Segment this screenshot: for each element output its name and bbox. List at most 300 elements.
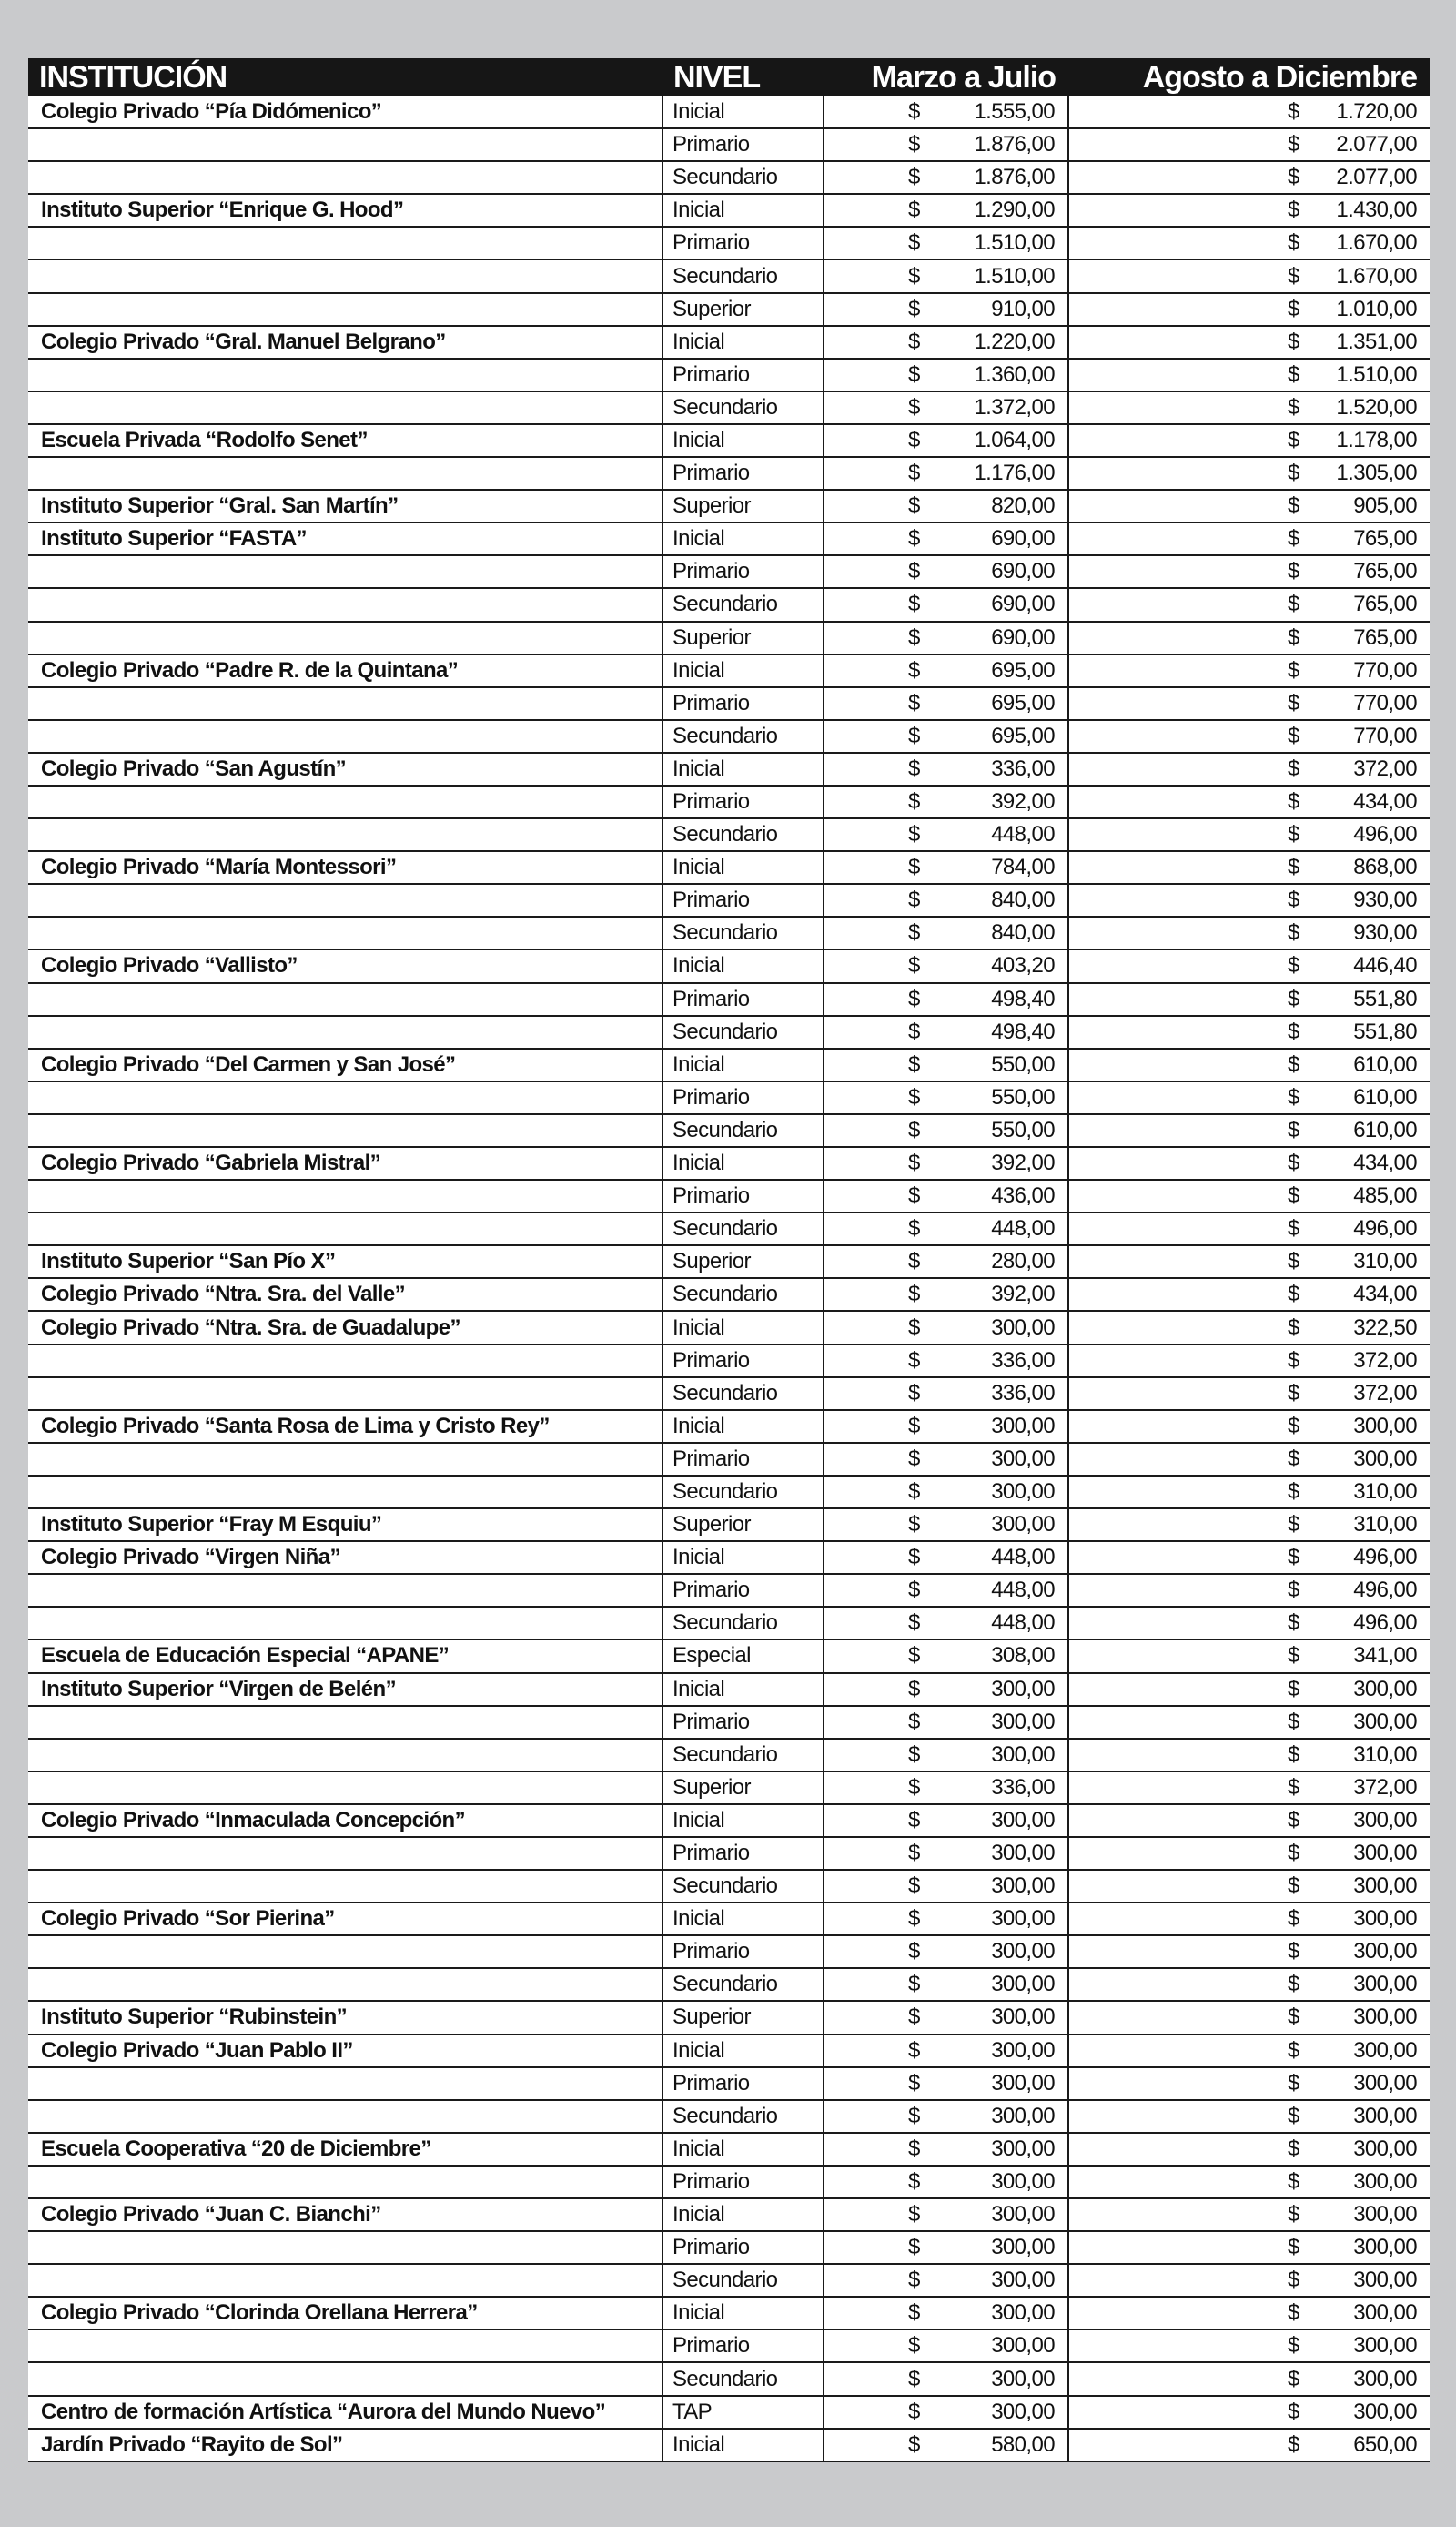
currency-symbol: $: [908, 165, 920, 190]
institution-name: [28, 2166, 662, 2198]
table-row: [28, 1968, 1430, 2001]
amount-marzo-julio: 392,00: [991, 1282, 1055, 1307]
fee-agosto-diciembre: [1068, 293, 1430, 326]
table-row: [28, 1311, 1430, 1344]
currency-symbol: $: [908, 657, 920, 683]
fee-agosto-diciembre: [1068, 1673, 1430, 1706]
currency-symbol: $: [908, 789, 920, 815]
currency-symbol: $: [908, 723, 920, 748]
fee-agosto-diciembre: [1068, 655, 1430, 687]
fee-marzo-julio: [824, 2231, 1068, 2264]
institution-name: Colegio Privado “Ntra. Sra. del Valle”: [28, 1278, 662, 1311]
amount-marzo-julio: 1.176,00: [974, 461, 1055, 486]
fee-agosto-diciembre: [1068, 1410, 1430, 1443]
table-row: [28, 884, 1430, 917]
amount-marzo-julio: 448,00: [991, 822, 1055, 847]
currency-symbol: $: [908, 230, 920, 256]
amount-marzo-julio: 336,00: [991, 1774, 1055, 1800]
currency-symbol: $: [908, 1314, 920, 1340]
fee-agosto-diciembre: [1068, 588, 1430, 621]
fee-agosto-diciembre: [1068, 2198, 1430, 2231]
amount-agosto-diciembre: 2.077,00: [1336, 165, 1417, 190]
currency-symbol: $: [908, 2431, 920, 2457]
currency-symbol: $: [908, 2168, 920, 2194]
currency-symbol: $: [1288, 2202, 1299, 2228]
currency-symbol: $: [1288, 1774, 1299, 1800]
currency-symbol: $: [908, 2004, 920, 2030]
fee-agosto-diciembre: [1068, 1311, 1430, 1344]
currency-symbol: $: [1288, 361, 1299, 387]
amount-agosto-diciembre: 300,00: [1353, 2070, 1417, 2096]
table-row: [28, 424, 1430, 457]
amount-marzo-julio: 300,00: [991, 1873, 1055, 1899]
amount-marzo-julio: 300,00: [991, 1741, 1055, 1767]
tuition-table: [28, 58, 1430, 2462]
institution-name: [28, 1935, 662, 1968]
table-row: [28, 1049, 1430, 1081]
amount-agosto-diciembre: 496,00: [1353, 822, 1417, 847]
amount-agosto-diciembre: 930,00: [1353, 920, 1417, 946]
amount-agosto-diciembre: 300,00: [1353, 1873, 1417, 1899]
institution-name: [28, 917, 662, 949]
level-name: Primario: [662, 2329, 824, 2362]
currency-symbol: $: [908, 920, 920, 946]
amount-agosto-diciembre: 300,00: [1353, 1413, 1417, 1438]
amount-agosto-diciembre: 300,00: [1353, 2004, 1417, 2030]
amount-agosto-diciembre: 496,00: [1353, 1610, 1417, 1636]
currency-symbol: $: [908, 1117, 920, 1142]
currency-symbol: $: [1288, 2103, 1299, 2128]
level-name: Secundario: [662, 2362, 824, 2395]
currency-symbol: $: [908, 2202, 920, 2228]
amount-agosto-diciembre: 765,00: [1353, 559, 1417, 584]
amount-agosto-diciembre: 551,80: [1353, 1019, 1417, 1044]
table-row: [28, 555, 1430, 588]
currency-symbol: $: [1288, 2366, 1299, 2391]
table-row: [28, 1377, 1430, 1410]
fee-agosto-diciembre: [1068, 1837, 1430, 1870]
amount-agosto-diciembre: 770,00: [1353, 657, 1417, 683]
fee-agosto-diciembre: [1068, 786, 1430, 818]
currency-symbol: $: [908, 2070, 920, 2096]
table-row: [28, 391, 1430, 424]
currency-symbol: $: [908, 1873, 920, 1899]
currency-symbol: $: [1288, 1347, 1299, 1373]
amount-agosto-diciembre: 341,00: [1353, 1643, 1417, 1669]
level-name: Secundario: [662, 818, 824, 851]
table-row: [28, 2067, 1430, 2100]
currency-symbol: $: [1288, 198, 1299, 223]
fee-agosto-diciembre: [1068, 983, 1430, 1016]
table-row: [28, 949, 1430, 982]
table-row: [28, 983, 1430, 1016]
institution-name: [28, 1081, 662, 1114]
header-nivel: NIVEL: [662, 58, 824, 96]
fee-agosto-diciembre: [1068, 2231, 1430, 2264]
institution-name: [28, 1771, 662, 1804]
amount-agosto-diciembre: 300,00: [1353, 2366, 1417, 2391]
amount-marzo-julio: 436,00: [991, 1183, 1055, 1209]
table-row: [28, 259, 1430, 292]
table-row: [28, 2166, 1430, 2198]
level-name: Secundario: [662, 917, 824, 949]
table-row: [28, 457, 1430, 490]
amount-marzo-julio: 840,00: [991, 888, 1055, 913]
amount-marzo-julio: 280,00: [991, 1249, 1055, 1274]
currency-symbol: $: [1288, 2037, 1299, 2063]
currency-symbol: $: [908, 1446, 920, 1471]
institution-name: [28, 622, 662, 655]
amount-marzo-julio: 448,00: [991, 1545, 1055, 1570]
amount-marzo-julio: 300,00: [991, 1478, 1055, 1504]
currency-symbol: $: [1288, 1741, 1299, 1767]
level-name: Primario: [662, 884, 824, 917]
level-name: TAP: [662, 2396, 824, 2429]
amount-agosto-diciembre: 310,00: [1353, 1512, 1417, 1538]
level-name: Superior: [662, 2001, 824, 2034]
currency-symbol: $: [1288, 2399, 1299, 2424]
currency-symbol: $: [908, 2333, 920, 2359]
amount-agosto-diciembre: 300,00: [1353, 2202, 1417, 2228]
level-name: Secundario: [662, 259, 824, 292]
level-name: Primario: [662, 786, 824, 818]
fee-marzo-julio: [824, 424, 1068, 457]
institution-name: [28, 818, 662, 851]
amount-marzo-julio: 910,00: [991, 296, 1055, 321]
currency-symbol: $: [1288, 756, 1299, 781]
fee-agosto-diciembre: [1068, 1935, 1430, 1968]
institution-name: Colegio Privado “Vallisto”: [28, 949, 662, 982]
level-name: Secundario: [662, 2100, 824, 2133]
amount-agosto-diciembre: 310,00: [1353, 1478, 1417, 1504]
fee-agosto-diciembre: [1068, 1508, 1430, 1541]
fee-marzo-julio: [824, 1081, 1068, 1114]
institution-name: Colegio Privado “Pía Didómenico”: [28, 96, 662, 128]
currency-symbol: $: [1288, 2004, 1299, 2030]
currency-symbol: $: [1288, 132, 1299, 157]
currency-symbol: $: [1288, 1051, 1299, 1077]
amount-marzo-julio: 784,00: [991, 855, 1055, 880]
currency-symbol: $: [1288, 1183, 1299, 1209]
amount-agosto-diciembre: 372,00: [1353, 1774, 1417, 1800]
level-name: Primario: [662, 2166, 824, 2198]
institution-name: Jardín Privado “Rayito de Sol”: [28, 2429, 662, 2461]
currency-symbol: $: [1288, 1610, 1299, 1636]
fee-marzo-julio: [824, 1345, 1068, 1377]
currency-symbol: $: [1288, 461, 1299, 486]
currency-symbol: $: [908, 1676, 920, 1701]
table-row: [28, 194, 1430, 227]
currency-symbol: $: [908, 2300, 920, 2326]
fee-marzo-julio: [824, 2067, 1068, 2100]
amount-agosto-diciembre: 905,00: [1353, 493, 1417, 519]
currency-symbol: $: [908, 2103, 920, 2128]
amount-marzo-julio: 300,00: [991, 1841, 1055, 1866]
currency-symbol: $: [1288, 2168, 1299, 2194]
institution-name: [28, 2362, 662, 2395]
level-name: Primario: [662, 1081, 824, 1114]
fee-marzo-julio: [824, 1804, 1068, 1837]
amount-agosto-diciembre: 551,80: [1353, 986, 1417, 1011]
institution-name: Colegio Privado “María Montessori”: [28, 851, 662, 884]
fee-marzo-julio: [824, 259, 1068, 292]
table-row: [28, 1639, 1430, 1672]
institution-name: [28, 2067, 662, 2100]
amount-marzo-julio: 300,00: [991, 2235, 1055, 2260]
amount-marzo-julio: 695,00: [991, 657, 1055, 683]
amount-agosto-diciembre: 372,00: [1353, 756, 1417, 781]
table-row: [28, 1410, 1430, 1443]
institution-name: [28, 1016, 662, 1049]
currency-symbol: $: [1288, 592, 1299, 617]
institution-name: [28, 2231, 662, 2264]
fee-marzo-julio: [824, 2297, 1068, 2329]
amount-agosto-diciembre: 2.077,00: [1336, 132, 1417, 157]
fee-marzo-julio: [824, 523, 1068, 555]
table-row: [28, 2297, 1430, 2329]
table-row: [28, 818, 1430, 851]
amount-agosto-diciembre: 496,00: [1353, 1545, 1417, 1570]
institution-name: [28, 359, 662, 391]
table-row: [28, 128, 1430, 161]
amount-agosto-diciembre: 434,00: [1353, 789, 1417, 815]
level-name: Inicial: [662, 2429, 824, 2461]
institution-name: [28, 588, 662, 621]
table-row: [28, 2362, 1430, 2395]
amount-marzo-julio: 300,00: [991, 1446, 1055, 1471]
amount-agosto-diciembre: 496,00: [1353, 1578, 1417, 1603]
level-name: Inicial: [662, 1541, 824, 1574]
institution-name: [28, 1476, 662, 1508]
amount-marzo-julio: 300,00: [991, 1676, 1055, 1701]
currency-symbol: $: [1288, 2136, 1299, 2161]
fee-agosto-diciembre: [1068, 161, 1430, 194]
fee-agosto-diciembre: [1068, 2001, 1430, 2034]
amount-agosto-diciembre: 310,00: [1353, 1741, 1417, 1767]
fee-marzo-julio: [824, 1377, 1068, 1410]
fee-agosto-diciembre: [1068, 622, 1430, 655]
fee-agosto-diciembre: [1068, 1245, 1430, 1278]
currency-symbol: $: [908, 592, 920, 617]
header-agosto-diciembre: Agosto a Diciembre: [1068, 58, 1430, 96]
level-name: Primario: [662, 1345, 824, 1377]
currency-symbol: $: [1288, 1545, 1299, 1570]
fee-marzo-julio: [824, 359, 1068, 391]
fee-agosto-diciembre: [1068, 1639, 1430, 1672]
table-row: [28, 1739, 1430, 1771]
fee-agosto-diciembre: [1068, 194, 1430, 227]
currency-symbol: $: [1288, 1446, 1299, 1471]
currency-symbol: $: [1288, 394, 1299, 420]
fee-agosto-diciembre: [1068, 490, 1430, 523]
table-body: [28, 96, 1430, 2461]
fee-agosto-diciembre: [1068, 884, 1430, 917]
institution-name: Escuela Cooperativa “20 de Diciembre”: [28, 2133, 662, 2166]
institution-name: [28, 1706, 662, 1739]
institution-name: Colegio Privado “Clorinda Orellana Herrera”: [28, 2297, 662, 2329]
fee-agosto-diciembre: [1068, 2329, 1430, 2362]
currency-symbol: $: [908, 361, 920, 387]
table-row: [28, 917, 1430, 949]
institution-name: [28, 391, 662, 424]
currency-symbol: $: [1288, 1216, 1299, 1242]
fee-agosto-diciembre: [1068, 1870, 1430, 1903]
fee-marzo-julio: [824, 655, 1068, 687]
fee-agosto-diciembre: [1068, 2166, 1430, 2198]
amount-marzo-julio: 690,00: [991, 559, 1055, 584]
institution-name: [28, 1213, 662, 1245]
institution-name: Colegio Privado “Virgen Niña”: [28, 1541, 662, 1574]
currency-symbol: $: [908, 1741, 920, 1767]
fee-marzo-julio: [824, 720, 1068, 753]
amount-marzo-julio: 695,00: [991, 723, 1055, 748]
table-row: [28, 1574, 1430, 1607]
institution-name: [28, 687, 662, 720]
currency-symbol: $: [1288, 1380, 1299, 1406]
level-name: Inicial: [662, 2133, 824, 2166]
table-row: [28, 1771, 1430, 1804]
table-row: [28, 2133, 1430, 2166]
table-row: [28, 161, 1430, 194]
currency-symbol: $: [908, 1774, 920, 1800]
currency-symbol: $: [908, 329, 920, 354]
fee-agosto-diciembre: [1068, 457, 1430, 490]
fee-marzo-julio: [824, 1311, 1068, 1344]
level-name: Primario: [662, 1706, 824, 1739]
amount-marzo-julio: 550,00: [991, 1084, 1055, 1110]
level-name: Secundario: [662, 1016, 824, 1049]
amount-agosto-diciembre: 765,00: [1353, 592, 1417, 617]
institution-name: Colegio Privado “Sor Pierina”: [28, 1903, 662, 1935]
table-row: [28, 1180, 1430, 1213]
level-name: Inicial: [662, 1804, 824, 1837]
fee-agosto-diciembre: [1068, 1739, 1430, 1771]
level-name: Secundario: [662, 720, 824, 753]
fee-marzo-julio: [824, 1771, 1068, 1804]
amount-agosto-diciembre: 1.430,00: [1336, 198, 1417, 223]
level-name: Inicial: [662, 194, 824, 227]
level-name: Secundario: [662, 1278, 824, 1311]
table-row: [28, 1081, 1430, 1114]
level-name: Primario: [662, 2231, 824, 2264]
currency-symbol: $: [908, 427, 920, 452]
institution-name: [28, 1870, 662, 1903]
level-name: Secundario: [662, 1739, 824, 1771]
currency-symbol: $: [908, 263, 920, 289]
table-row: [28, 2001, 1430, 2034]
level-name: Superior: [662, 1245, 824, 1278]
amount-agosto-diciembre: 300,00: [1353, 1972, 1417, 1997]
amount-agosto-diciembre: 1.720,00: [1336, 99, 1417, 125]
fee-marzo-julio: [824, 983, 1068, 1016]
institution-name: Colegio Privado “Juan C. Bianchi”: [28, 2198, 662, 2231]
institution-name: [28, 2329, 662, 2362]
amount-marzo-julio: 1.360,00: [974, 361, 1055, 387]
currency-symbol: $: [908, 822, 920, 847]
table-row: [28, 1345, 1430, 1377]
institution-name: Instituto Superior “Virgen de Belén”: [28, 1673, 662, 1706]
fee-marzo-julio: [824, 2133, 1068, 2166]
fee-agosto-diciembre: [1068, 1016, 1430, 1049]
amount-agosto-diciembre: 1.520,00: [1336, 394, 1417, 420]
currency-symbol: $: [908, 1709, 920, 1734]
institution-name: [28, 1377, 662, 1410]
institution-name: [28, 720, 662, 753]
currency-symbol: $: [1288, 296, 1299, 321]
institution-name: Colegio Privado “Juan Pablo II”: [28, 2035, 662, 2067]
fee-marzo-julio: [824, 753, 1068, 786]
level-name: Primario: [662, 983, 824, 1016]
amount-marzo-julio: 300,00: [991, 2037, 1055, 2063]
institution-name: [28, 884, 662, 917]
fee-agosto-diciembre: [1068, 1049, 1430, 1081]
amount-marzo-julio: 1.510,00: [974, 263, 1055, 289]
table-row: [28, 1903, 1430, 1935]
level-name: Inicial: [662, 1410, 824, 1443]
fee-agosto-diciembre: [1068, 2100, 1430, 2133]
currency-symbol: $: [1288, 1512, 1299, 1538]
currency-symbol: $: [1288, 1906, 1299, 1932]
level-name: Inicial: [662, 1311, 824, 1344]
amount-agosto-diciembre: 496,00: [1353, 1216, 1417, 1242]
fee-marzo-julio: [824, 917, 1068, 949]
fee-agosto-diciembre: [1068, 259, 1430, 292]
table-row: [28, 2035, 1430, 2067]
institution-name: [28, 227, 662, 259]
table-row: [28, 1147, 1430, 1180]
fee-marzo-julio: [824, 1443, 1068, 1476]
currency-symbol: $: [908, 1282, 920, 1307]
currency-symbol: $: [908, 690, 920, 715]
table-row: [28, 2429, 1430, 2461]
table-row: [28, 1245, 1430, 1278]
currency-symbol: $: [908, 855, 920, 880]
table-row: [28, 1278, 1430, 1311]
currency-symbol: $: [908, 1413, 920, 1438]
institution-name: [28, 555, 662, 588]
table-row: [28, 490, 1430, 523]
amount-agosto-diciembre: 300,00: [1353, 1446, 1417, 1471]
currency-symbol: $: [1288, 855, 1299, 880]
institution-name: Centro de formación Artística “Aurora del Mundo Nuevo”: [28, 2396, 662, 2429]
fee-agosto-diciembre: [1068, 1903, 1430, 1935]
fee-marzo-julio: [824, 293, 1068, 326]
amount-marzo-julio: 1.555,00: [974, 99, 1055, 125]
level-name: Inicial: [662, 1903, 824, 1935]
currency-symbol: $: [1288, 953, 1299, 979]
fee-marzo-julio: [824, 227, 1068, 259]
amount-marzo-julio: 300,00: [991, 1906, 1055, 1932]
fee-marzo-julio: [824, 2429, 1068, 2461]
currency-symbol: $: [908, 1183, 920, 1209]
amount-marzo-julio: 690,00: [991, 624, 1055, 650]
amount-agosto-diciembre: 765,00: [1353, 624, 1417, 650]
fee-agosto-diciembre: [1068, 1147, 1430, 1180]
level-name: Secundario: [662, 2264, 824, 2297]
table-row: [28, 1870, 1430, 1903]
currency-symbol: $: [908, 1084, 920, 1110]
currency-symbol: $: [1288, 1807, 1299, 1832]
currency-symbol: $: [908, 1972, 920, 1997]
currency-symbol: $: [1288, 493, 1299, 519]
amount-agosto-diciembre: 300,00: [1353, 2268, 1417, 2293]
currency-symbol: $: [908, 526, 920, 552]
fee-marzo-julio: [824, 1180, 1068, 1213]
fee-agosto-diciembre: [1068, 1607, 1430, 1639]
institution-name: [28, 786, 662, 818]
currency-symbol: $: [908, 2136, 920, 2161]
currency-symbol: $: [1288, 1413, 1299, 1438]
